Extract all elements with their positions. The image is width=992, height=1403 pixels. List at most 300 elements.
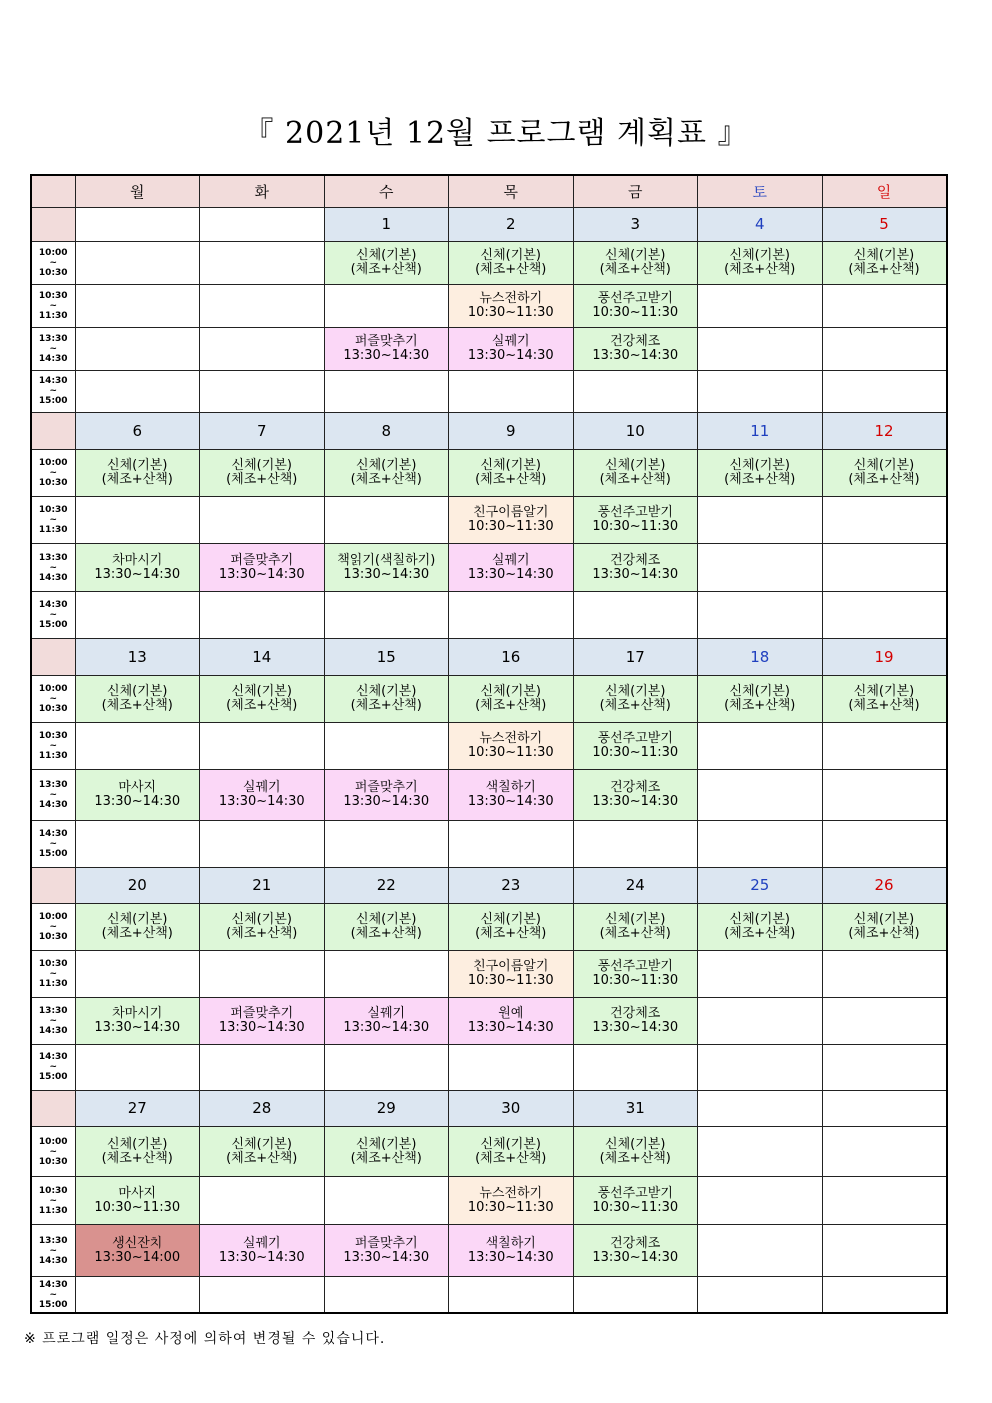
activity-detail: (체조+산책): [475, 471, 547, 487]
activity-name: 건강체조: [610, 1005, 661, 1021]
time-slot-row: [31, 903, 947, 950]
time-label-part: 10:30: [38, 931, 68, 942]
date-cell: 29: [324, 1090, 449, 1126]
time-label-cell: [31, 496, 75, 543]
date-cell: 2: [449, 207, 574, 241]
weekday-wednesday: 수: [324, 175, 449, 207]
activity-name: 건강체조: [610, 552, 661, 568]
time-label-part: 13:30: [38, 1235, 68, 1246]
time-label-part: ~: [49, 1062, 58, 1073]
activity-cell: [75, 676, 200, 723]
activity-name: 건강체조: [610, 1235, 661, 1251]
empty-cell: [324, 723, 449, 770]
activity-cell: [573, 1177, 698, 1225]
time-slot-row: [31, 327, 947, 370]
activity-name: 신체(기본): [729, 457, 790, 473]
time-label-part: 10:30: [38, 704, 68, 715]
empty-cell: [822, 370, 947, 412]
time-label-cell: [31, 950, 75, 997]
activity-name: 뉴스전하기: [479, 731, 543, 747]
activity-cell: [449, 676, 574, 723]
activity-name: 풍선주고받기: [597, 290, 673, 306]
date-row-corner: [31, 207, 75, 241]
week-date-row: [31, 1090, 947, 1126]
activity-name: 실꿰기: [491, 552, 530, 568]
activity-cell: [573, 1126, 698, 1176]
empty-cell: [822, 1126, 947, 1176]
empty-cell: [75, 1044, 200, 1090]
activity-cell: [449, 496, 574, 543]
activity-cell: [200, 1225, 325, 1277]
empty-cell: [200, 723, 325, 770]
activity-name: 신체(기본): [107, 911, 168, 927]
activity-detail: (체조+산책): [724, 471, 796, 487]
activity-name: 신체(기본): [356, 684, 417, 700]
date-cell: [698, 1090, 823, 1126]
activity-detail: (체조+산책): [848, 471, 920, 487]
date-cell: 25: [698, 867, 823, 903]
time-label-part: 10:30: [38, 267, 68, 278]
time-label-cell: [31, 1044, 75, 1090]
activity-cell: [698, 676, 823, 723]
activity-detail: 10:30~11:30: [592, 304, 679, 320]
time-label-part: 11:30: [38, 978, 68, 989]
empty-cell: [75, 950, 200, 997]
time-label-part: 10:30: [38, 1156, 68, 1167]
time-label-part: ~: [49, 300, 58, 311]
activity-cell: [449, 997, 574, 1044]
date-cell: 31: [573, 1090, 698, 1126]
activity-detail: 13:30~14:30: [467, 347, 554, 363]
activity-name: 신체(기본): [231, 911, 292, 927]
activity-name: 신체(기본): [605, 1136, 666, 1152]
activity-name: 친구이름알기: [473, 958, 549, 974]
time-slot-row: [31, 1225, 947, 1277]
empty-cell: [698, 327, 823, 370]
activity-cell: [449, 284, 574, 327]
empty-cell: [822, 496, 947, 543]
date-cell: 5: [822, 207, 947, 241]
empty-cell: [324, 1044, 449, 1090]
activity-detail: 13:30~14:30: [94, 794, 181, 810]
activity-cell: [573, 676, 698, 723]
activity-cell: [449, 903, 574, 950]
time-label-part: 10:30: [38, 477, 68, 488]
empty-cell: [75, 1277, 200, 1313]
activity-cell: [75, 903, 200, 950]
empty-cell: [200, 241, 325, 284]
activity-detail: (체조+산책): [848, 925, 920, 941]
activity-name: 마사지: [118, 1185, 157, 1201]
weekday-header-row: [31, 175, 947, 207]
time-label-part: 10:30: [38, 958, 68, 969]
empty-cell: [698, 997, 823, 1044]
activity-cell: [75, 1177, 200, 1225]
empty-cell: [822, 1044, 947, 1090]
empty-cell: [698, 1277, 823, 1313]
activity-name: 차마시기: [112, 552, 163, 568]
empty-cell: [822, 327, 947, 370]
time-label-part: ~: [49, 1245, 58, 1256]
empty-cell: [200, 284, 325, 327]
activity-cell: [573, 770, 698, 821]
time-label-part: 13:30: [38, 333, 68, 344]
time-label-part: 10:00: [38, 247, 68, 258]
activity-detail: (체조+산책): [350, 261, 422, 277]
activity-detail: 10:30~11:30: [592, 745, 679, 761]
empty-cell: [75, 284, 200, 327]
empty-cell: [822, 284, 947, 327]
activity-cell: [75, 1225, 200, 1277]
empty-cell: [822, 1225, 947, 1277]
activity-name: 신체(기본): [480, 911, 541, 927]
activity-cell: [200, 1126, 325, 1176]
date-cell: 19: [822, 639, 947, 676]
activity-detail: 13:30~14:30: [467, 794, 554, 810]
activity-name: 신체(기본): [605, 247, 666, 263]
program-calendar-table: [30, 174, 948, 1314]
empty-cell: [573, 821, 698, 867]
activity-detail: 13:30~14:30: [218, 794, 305, 810]
activity-detail: (체조+산책): [101, 698, 173, 714]
empty-cell: [822, 770, 947, 821]
time-slot-row: [31, 950, 947, 997]
time-slot-row: [31, 592, 947, 639]
activity-detail: 13:30~14:30: [94, 566, 181, 582]
activity-detail: 10:30~11:30: [467, 518, 554, 534]
activity-name: 퍼즐맞추기: [230, 552, 294, 568]
activity-detail: (체조+산책): [599, 1150, 671, 1166]
time-label-part: 15:00: [38, 1299, 68, 1310]
activity-name: 신체(기본): [729, 911, 790, 927]
empty-cell: [573, 592, 698, 639]
activity-cell: [573, 1225, 698, 1277]
date-cell: 22: [324, 867, 449, 903]
activity-detail: (체조+산책): [101, 1150, 173, 1166]
activity-cell: [75, 770, 200, 821]
activity-detail: 13:30~14:30: [592, 1249, 679, 1265]
date-cell: 3: [573, 207, 698, 241]
activity-cell: [324, 327, 449, 370]
date-row-corner: [31, 412, 75, 449]
activity-name: 신체(기본): [107, 684, 168, 700]
activity-cell: [573, 997, 698, 1044]
activity-cell: [75, 997, 200, 1044]
activity-cell: [822, 449, 947, 496]
empty-cell: [573, 1277, 698, 1313]
activity-name: 신체(기본): [480, 457, 541, 473]
empty-cell: [449, 592, 574, 639]
date-cell: 24: [573, 867, 698, 903]
activity-detail: 10:30~11:30: [467, 972, 554, 988]
activity-detail: 13:30~14:30: [592, 347, 679, 363]
activity-name: 신체(기본): [356, 1136, 417, 1152]
time-label-part: 10:00: [38, 911, 68, 922]
activity-detail: 10:30~11:30: [94, 1199, 181, 1215]
empty-cell: [200, 496, 325, 543]
activity-name: 풍선주고받기: [597, 958, 673, 974]
time-slot-row: [31, 997, 947, 1044]
empty-cell: [822, 997, 947, 1044]
empty-cell: [698, 544, 823, 592]
activity-detail: (체조+산책): [226, 925, 298, 941]
activity-detail: (체조+산책): [599, 925, 671, 941]
date-cell: 15: [324, 639, 449, 676]
time-label-part: ~: [49, 257, 58, 268]
activity-cell: [573, 723, 698, 770]
activity-detail: (체조+산책): [848, 261, 920, 277]
activity-cell: [449, 327, 574, 370]
activity-detail: (체조+산책): [350, 471, 422, 487]
activity-cell: [449, 1126, 574, 1176]
activity-name: 퍼즐맞추기: [354, 780, 418, 796]
date-cell: 11: [698, 412, 823, 449]
activity-cell: [449, 1225, 574, 1277]
activity-detail: 13:30~14:30: [343, 1249, 430, 1265]
activity-name: 신체(기본): [356, 247, 417, 263]
time-label-part: ~: [49, 514, 58, 525]
activity-detail: (체조+산책): [599, 471, 671, 487]
activity-cell: [698, 903, 823, 950]
empty-cell: [75, 327, 200, 370]
time-label-cell: [31, 1225, 75, 1277]
header-corner-cell: [31, 175, 75, 207]
date-cell: 8: [324, 412, 449, 449]
time-label-part: 11:30: [38, 524, 68, 535]
activity-detail: 13:30~14:30: [218, 1249, 305, 1265]
week-date-row: [31, 207, 947, 241]
activity-cell: [449, 723, 574, 770]
empty-cell: [698, 1044, 823, 1090]
empty-cell: [200, 821, 325, 867]
time-slot-row: [31, 1177, 947, 1225]
time-label-part: 10:00: [38, 684, 68, 695]
activity-name: 풍선주고받기: [597, 731, 673, 747]
time-label-cell: [31, 821, 75, 867]
time-slot-row: [31, 1044, 947, 1090]
week-date-row: [31, 867, 947, 903]
activity-detail: (체조+산책): [350, 698, 422, 714]
time-slot-row: [31, 449, 947, 496]
empty-cell: [449, 370, 574, 412]
activity-name: 신체(기본): [356, 457, 417, 473]
time-label-cell: [31, 1277, 75, 1313]
activity-detail: 13:30~14:30: [592, 794, 679, 810]
activity-name: 실꿰기: [242, 780, 281, 796]
empty-cell: [200, 327, 325, 370]
empty-cell: [324, 284, 449, 327]
time-slot-row: [31, 1126, 947, 1176]
activity-name: 신체(기본): [853, 684, 915, 700]
activity-detail: (체조+산책): [724, 698, 796, 714]
activity-name: 차마시기: [112, 1005, 163, 1021]
activity-cell: [698, 241, 823, 284]
activity-cell: [324, 676, 449, 723]
activity-detail: 13:30~14:30: [467, 566, 554, 582]
empty-cell: [75, 241, 200, 284]
time-slot-row: [31, 770, 947, 821]
activity-name: 신체(기본): [356, 911, 417, 927]
activity-cell: [449, 1177, 574, 1225]
activity-cell: [324, 770, 449, 821]
activity-name: 원예: [498, 1005, 524, 1021]
time-label-part: ~: [49, 1195, 58, 1206]
activity-name: 건강체조: [610, 780, 661, 796]
activity-name: 건강체조: [610, 333, 661, 349]
time-label-cell: [31, 997, 75, 1044]
empty-cell: [200, 370, 325, 412]
time-label-part: ~: [49, 1015, 58, 1026]
date-cell: 14: [200, 639, 325, 676]
activity-name: 친구이름알기: [473, 504, 549, 520]
activity-detail: 13:30~14:30: [467, 1249, 554, 1265]
activity-name: 신체(기본): [480, 247, 541, 263]
time-label-part: ~: [49, 790, 58, 801]
time-label-part: 14:30: [38, 1279, 68, 1290]
empty-cell: [822, 950, 947, 997]
date-row-corner: [31, 1090, 75, 1126]
activity-detail: (체조+산책): [724, 261, 796, 277]
time-label-part: 15:00: [38, 849, 68, 859]
activity-cell: [324, 997, 449, 1044]
activity-name: 풍선주고받기: [597, 504, 673, 520]
activity-name: 신체(기본): [107, 457, 168, 473]
activity-cell: [822, 241, 947, 284]
activity-detail: (체조+산책): [475, 925, 547, 941]
activity-name: 퍼즐맞추기: [230, 1005, 294, 1021]
activity-name: 생신잔치: [112, 1235, 163, 1251]
activity-detail: 13:30~14:30: [343, 347, 430, 363]
empty-cell: [698, 284, 823, 327]
activity-cell: [324, 544, 449, 592]
activity-cell: [200, 997, 325, 1044]
time-label-part: 13:30: [38, 552, 68, 563]
activity-detail: 10:30~11:30: [467, 745, 554, 761]
activity-cell: [75, 449, 200, 496]
date-cell: 23: [449, 867, 574, 903]
time-label-cell: [31, 723, 75, 770]
empty-cell: [200, 950, 325, 997]
date-cell: 26: [822, 867, 947, 903]
empty-cell: [698, 950, 823, 997]
time-label-part: ~: [49, 610, 58, 621]
time-label-part: 15:00: [38, 1072, 68, 1083]
activity-cell: [324, 241, 449, 284]
empty-cell: [698, 496, 823, 543]
empty-cell: [200, 592, 325, 639]
time-label-cell: [31, 592, 75, 639]
time-label-part: 15:00: [38, 396, 68, 407]
time-label-part: 11:30: [38, 1205, 68, 1216]
empty-cell: [75, 496, 200, 543]
time-label-part: ~: [49, 467, 58, 478]
activity-name: 신체(기본): [605, 684, 666, 700]
activity-name: 뉴스전하기: [479, 290, 543, 306]
activity-name: 실꿰기: [367, 1005, 406, 1021]
empty-cell: [573, 370, 698, 412]
time-slot-row: [31, 821, 947, 867]
activity-detail: 13:30~14:30: [467, 1019, 554, 1035]
activity-detail: (체조+산책): [599, 698, 671, 714]
date-cell: [200, 207, 325, 241]
activity-detail: (체조+산책): [226, 1150, 298, 1166]
time-label-part: 14:30: [38, 829, 68, 839]
weekday-saturday: 토: [698, 175, 823, 207]
empty-cell: [324, 592, 449, 639]
activity-detail: (체조+산책): [350, 1150, 422, 1166]
time-label-part: 10:00: [38, 457, 68, 468]
activity-name: 색칠하기: [485, 1235, 536, 1251]
activity-cell: [200, 449, 325, 496]
activity-cell: [573, 284, 698, 327]
activity-detail: (체조+산책): [475, 698, 547, 714]
activity-cell: [200, 544, 325, 592]
empty-cell: [449, 1277, 574, 1313]
date-row-corner: [31, 867, 75, 903]
date-cell: 16: [449, 639, 574, 676]
activity-name: 신체(기본): [231, 1136, 292, 1152]
time-slot-row: [31, 544, 947, 592]
time-slot-row: [31, 241, 947, 284]
activity-cell: [573, 496, 698, 543]
empty-cell: [324, 821, 449, 867]
empty-cell: [200, 1177, 325, 1225]
date-cell: 12: [822, 412, 947, 449]
time-label-cell: [31, 449, 75, 496]
empty-cell: [698, 821, 823, 867]
date-cell: 17: [573, 639, 698, 676]
activity-cell: [200, 770, 325, 821]
activity-name: 뉴스전하기: [479, 1185, 543, 1201]
activity-detail: 13:30~14:00: [94, 1249, 181, 1265]
date-cell: 6: [75, 412, 200, 449]
empty-cell: [822, 723, 947, 770]
activity-cell: [449, 950, 574, 997]
activity-name: 색칠하기: [485, 780, 536, 796]
date-cell: 28: [200, 1090, 325, 1126]
time-label-cell: [31, 676, 75, 723]
time-slot-row: [31, 676, 947, 723]
page-title: 『 2021년 12월 프로그램 계획표 』: [243, 116, 749, 151]
activity-name: 신체(기본): [480, 1136, 541, 1152]
activity-cell: [449, 241, 574, 284]
time-label-part: 10:30: [38, 290, 68, 301]
activity-cell: [573, 241, 698, 284]
date-cell: 13: [75, 639, 200, 676]
empty-cell: [324, 1277, 449, 1313]
empty-cell: [822, 821, 947, 867]
date-cell: 21: [200, 867, 325, 903]
time-label-part: 10:30: [38, 731, 68, 742]
activity-cell: [324, 903, 449, 950]
time-label-part: 14:30: [38, 600, 68, 611]
activity-detail: 13:30~14:30: [592, 1019, 679, 1035]
empty-cell: [698, 723, 823, 770]
activity-detail: 13:30~14:30: [343, 794, 430, 810]
empty-cell: [75, 592, 200, 639]
time-label-part: ~: [49, 1289, 58, 1300]
empty-cell: [573, 1044, 698, 1090]
time-label-part: ~: [49, 839, 58, 849]
empty-cell: [324, 370, 449, 412]
date-cell: 18: [698, 639, 823, 676]
time-label-part: 14:30: [38, 1255, 68, 1266]
activity-name: 신체(기본): [729, 684, 790, 700]
activity-detail: 10:30~11:30: [467, 1199, 554, 1215]
date-cell: 7: [200, 412, 325, 449]
empty-cell: [324, 1177, 449, 1225]
week-date-row: [31, 412, 947, 449]
